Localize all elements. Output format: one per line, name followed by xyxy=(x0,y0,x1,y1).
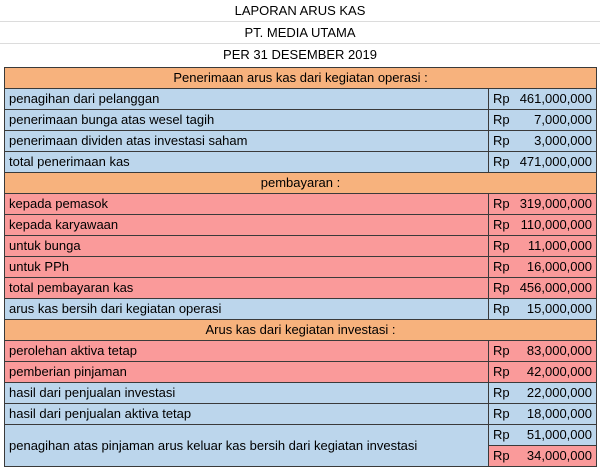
cash-flow-table xyxy=(4,67,597,467)
table-row xyxy=(5,194,597,215)
table-row xyxy=(5,404,597,425)
row-amount-cell[interactable] xyxy=(489,299,597,320)
row-label[interactable]: total penerimaan kas xyxy=(5,152,489,173)
currency-label: Rp xyxy=(493,154,510,169)
table-row xyxy=(5,236,597,257)
row-amount-cell[interactable] xyxy=(489,278,597,299)
row-amount-cell[interactable] xyxy=(489,215,597,236)
row-label[interactable]: arus kas bersih dari kegiatan operasi xyxy=(5,299,489,320)
row-amount-cell[interactable] xyxy=(489,194,597,215)
row-amount: 51,000,000 xyxy=(526,427,592,442)
row-amount: 461,000,000 xyxy=(519,91,592,106)
row-amount: 42,000,000 xyxy=(526,364,592,379)
row-amount-cell[interactable] xyxy=(489,152,597,173)
row-label[interactable]: hasil dari penjualan aktiva tetap xyxy=(5,404,489,425)
row-amount: 110,000,000 xyxy=(520,217,592,232)
section-header-investasi xyxy=(5,320,597,341)
section-label[interactable]: pembayaran : xyxy=(5,173,597,194)
table-row xyxy=(5,383,597,404)
table-row xyxy=(5,89,597,110)
row-amount: 18,000,000 xyxy=(526,406,592,421)
row-label[interactable]: perolehan aktiva tetap xyxy=(5,341,489,362)
row-amount: 3,000,000 xyxy=(534,133,592,148)
row-amount-cell[interactable] xyxy=(489,341,597,362)
row-label[interactable]: untuk bunga xyxy=(5,236,489,257)
section-label[interactable]: Arus kas dari kegiatan investasi : xyxy=(5,320,597,341)
row-amount: 7,000,000 xyxy=(534,112,592,127)
row-amount-cell[interactable] xyxy=(489,257,597,278)
report-date: PER 31 DESEMBER 2019 xyxy=(0,44,600,66)
currency-label: Rp xyxy=(493,448,510,463)
company-name: PT. MEDIA UTAMA xyxy=(0,22,600,44)
row-label[interactable]: penagihan atas pinjaman arus keluar kas bersih dari kegiatan investasi xyxy=(5,425,489,467)
row-amount: 34,000,000 xyxy=(526,448,592,463)
row-amount: 319,000,000 xyxy=(519,196,592,211)
currency-label: Rp xyxy=(493,364,510,379)
table-row xyxy=(5,152,597,173)
currency-label: Rp xyxy=(493,280,510,295)
row-amount-cell[interactable] xyxy=(489,236,597,257)
currency-label: Rp xyxy=(493,301,510,316)
row-label[interactable]: penerimaan dividen atas investasi saham xyxy=(5,131,489,152)
row-amount-cell[interactable] xyxy=(489,131,597,152)
currency-label: Rp xyxy=(493,343,510,358)
table-row xyxy=(5,278,597,299)
table-row xyxy=(5,341,597,362)
row-label[interactable]: untuk PPh xyxy=(5,257,489,278)
currency-label: Rp xyxy=(493,133,510,148)
currency-label: Rp xyxy=(493,91,510,106)
row-amount: 15,000,000 xyxy=(526,301,592,316)
row-amount: 83,000,000 xyxy=(526,343,592,358)
row-label[interactable]: hasil dari penjualan investasi xyxy=(5,383,489,404)
row-amount: 11,000,000 xyxy=(527,238,592,253)
row-amount: 471,000,000 xyxy=(519,154,592,169)
report-title: LAPORAN ARUS KAS xyxy=(0,0,600,22)
table-row xyxy=(5,299,597,320)
currency-label: Rp xyxy=(493,427,510,442)
row-amount: 16,000,000 xyxy=(526,259,592,274)
row-label[interactable]: kepada karyawaan xyxy=(5,215,489,236)
currency-label: Rp xyxy=(493,406,510,421)
table-row xyxy=(5,131,597,152)
row-label[interactable]: penagihan dari pelanggan xyxy=(5,89,489,110)
table-row xyxy=(5,215,597,236)
row-amount-cell[interactable] xyxy=(489,383,597,404)
section-label[interactable]: Penerimaan arus kas dari kegiatan operasi : xyxy=(5,68,597,89)
currency-label: Rp xyxy=(493,238,510,253)
row-amount-cell[interactable] xyxy=(489,425,597,446)
table-row xyxy=(5,425,597,446)
row-label[interactable]: penerimaan bunga atas wesel tagih xyxy=(5,110,489,131)
currency-label: Rp xyxy=(493,217,510,232)
row-amount-cell[interactable] xyxy=(489,362,597,383)
table-row xyxy=(5,110,597,131)
row-amount: 456,000,000 xyxy=(519,280,592,295)
row-amount-cell[interactable] xyxy=(489,89,597,110)
row-amount-cell[interactable] xyxy=(489,110,597,131)
row-amount: 22,000,000 xyxy=(526,385,592,400)
row-label[interactable]: kepada pemasok xyxy=(5,194,489,215)
row-amount-cell[interactable] xyxy=(489,446,597,467)
section-header-pembayaran xyxy=(5,173,597,194)
table-row xyxy=(5,362,597,383)
currency-label: Rp xyxy=(493,259,510,274)
section-header-operasi xyxy=(5,68,597,89)
row-label[interactable]: pemberian pinjaman xyxy=(5,362,489,383)
currency-label: Rp xyxy=(493,385,510,400)
row-amount-cell[interactable] xyxy=(489,404,597,425)
currency-label: Rp xyxy=(493,112,510,127)
table-row xyxy=(5,257,597,278)
currency-label: Rp xyxy=(493,196,510,211)
row-label[interactable]: total pembayaran kas xyxy=(5,278,489,299)
